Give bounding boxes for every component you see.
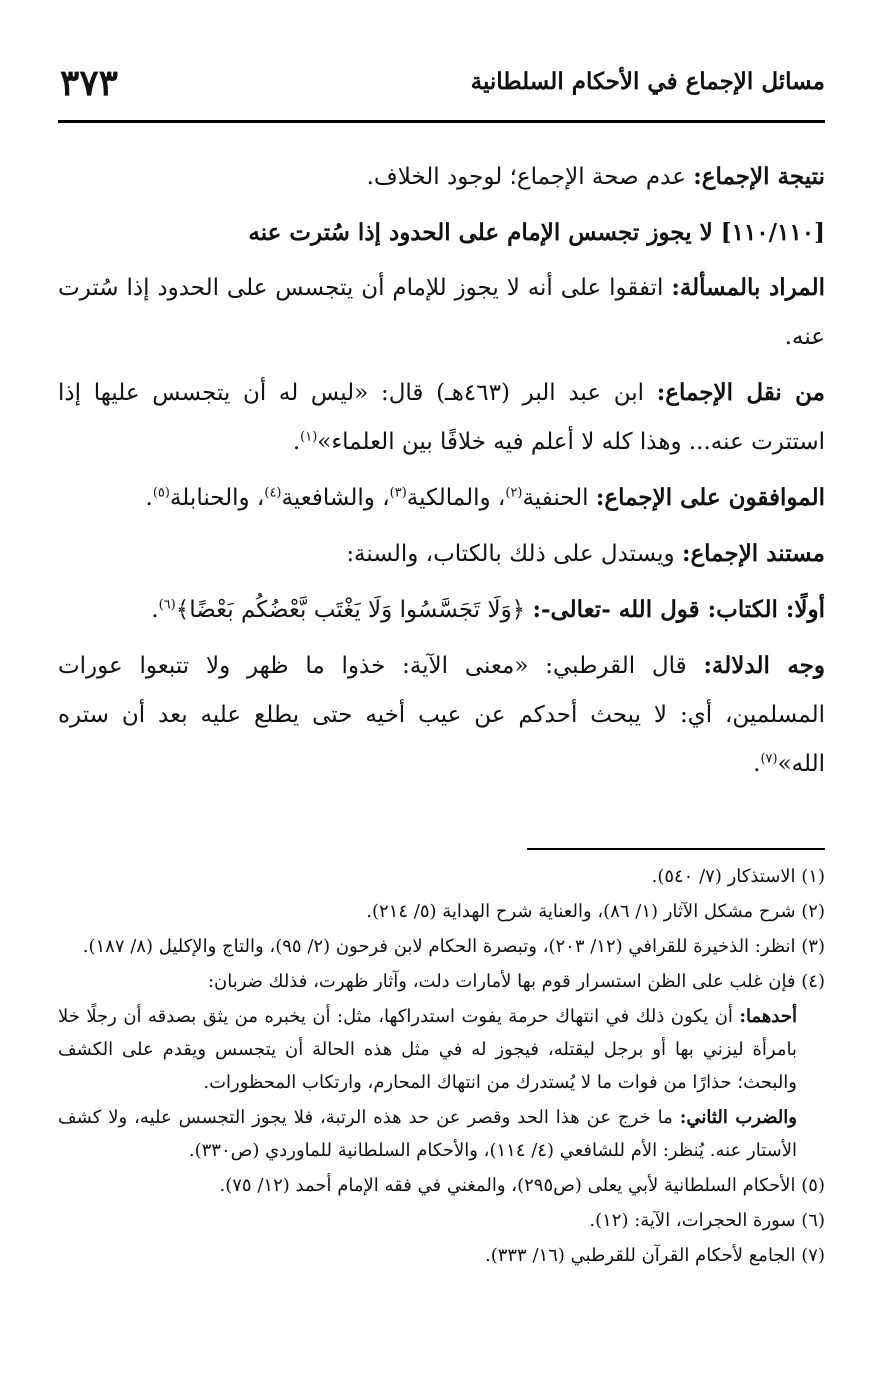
transmit-paragraph: من نقل الإجماع: ابن عبد البر (٤٦٣هـ) قال: «ليس له أن يتجسس عليها إذا استترت عنه... وهذا كله لا أعلم فيه خلافًا بين العلماء»$^{(١)}$. bbox=[58, 379, 825, 455]
footnote-ref[interactable]: (٦) bbox=[158, 597, 176, 613]
meaning-paragraph: المراد بالمسألة: اتفقوا على أنه لا يجوز للإمام أن يتجسس على الحدود إذا سُترت عنه. bbox=[58, 274, 825, 350]
footnote-1: (١) الاستذكار (٧/ ٥٤٠). bbox=[651, 866, 825, 887]
header-rule bbox=[58, 120, 825, 123]
footnote-ref[interactable]: (٤) bbox=[264, 485, 282, 501]
footnote-ref[interactable]: (٢) bbox=[505, 485, 523, 501]
footnote-ref[interactable]: (١) bbox=[300, 429, 318, 445]
issue-heading: [١١٠/١١٠] لا يجوز تجسس الإمام على الحدود إذا سُترت عنه bbox=[248, 219, 825, 246]
footnote-2: (٢) شرح مشكل الآثار (١/ ٨٦)، والعناية شرح الهداية (٥/ ٢١٤). bbox=[366, 901, 825, 922]
footnote-6: (٦) سورة الحجرات، الآية: (١٢). bbox=[589, 1210, 825, 1231]
basis-paragraph: مستند الإجماع: ويستدل على ذلك بالكتاب، والسنة: bbox=[346, 540, 825, 567]
evidence-paragraph: وجه الدلالة: قال القرطبي: «معنى الآية: خذوا ما ظهر ولا تتبعوا عورات المسلمين، أي: لا يبحث أحدكم عن عيب أخيه حتى يطلع عليه بعد أن ستره الله»$^{(٧)}$. bbox=[58, 652, 825, 777]
footnote-3: (٣) انظر: الذخيرة للقرافي (١٢/ ٢٠٣)، وتبصرة الحكام لابن فرحون (٢/ ٩٥)، والتاج والإكليل (٨/ ١٨٧). bbox=[82, 936, 825, 957]
footnote-ref[interactable]: (٧) bbox=[760, 751, 778, 767]
result-paragraph: نتيجة الإجماع: عدم صحة الإجماع؛ لوجود الخلاف. bbox=[366, 163, 825, 190]
book-page bbox=[58, 60, 825, 1380]
footnote-4: (٤) فإن غلب على الظن استسرار قوم بها لأمارات دلت، وآثار ظهرت، فذلك ضربان: bbox=[207, 971, 825, 992]
main-text bbox=[58, 152, 825, 795]
footnotes bbox=[58, 860, 825, 1274]
footnote-4-second: والضرب الثاني: ما خرج عن هذا الحد وقصر عن حد هذه الرتبة، فلا يجوز التجسس عليه، ولا كشف الأستار عنه. يُنظر: الأم للشافعي (٤/ ١١٤)، والأحكام السلطانية للماوردي (ص٣٣٠). bbox=[58, 1107, 797, 1161]
footnote-5: (٥) الأحكام السلطانية لأبي يعلى (ص٢٩٥)، والمغني في فقه الإمام أحمد (١٢/ ٧٥). bbox=[219, 1175, 825, 1196]
quran-paragraph: أولًا: الكتاب: قول الله -تعالى-: ﴿وَلَا تَجَسَّسُوا وَلَا يَغْتَب بَّعْضُكُم بَعْضًا﴾$^{(٦)}$. bbox=[151, 596, 825, 623]
quran-verse: ﴿وَلَا تَجَسَّسُوا وَلَا يَغْتَب بَّعْضُكُم بَعْضًا﴾ bbox=[175, 597, 526, 623]
agree-paragraph: الموافقون على الإجماع: الحنفية$^{(٢)}$، والمالكية$^{(٣)}$، والشافعية$^{(٤)}$، والحنابلة$^{(٥)}$. bbox=[145, 484, 825, 511]
running-header bbox=[58, 60, 825, 118]
footnote-ref[interactable]: (٥) bbox=[152, 485, 170, 501]
page-number: ٣٧٣ bbox=[60, 62, 119, 104]
footnote-4-first: أحدهما: أن يكون ذلك في انتهاك حرمة يفوت استدراكها، مثل: أن يخبره من يثق بصدقه أن رجلًا خلا بامرأة ليزني بها أو برجل ليقتله، فيجوز له في مثل هذه الحالة أن يتجسس ويقدم على الكشف والبحث؛ حذارًا من فوات ما لا يُستدرك من انتهاك المحارم، وارتكاب المحظورات. bbox=[58, 1006, 797, 1093]
running-title: مسائل الإجماع في الأحكام السلطانية bbox=[470, 68, 825, 95]
footnote-7: (٧) الجامع لأحكام القرآن للقرطبي (١٦/ ٣٣٣). bbox=[484, 1245, 825, 1266]
footnote-ref[interactable]: (٣) bbox=[389, 485, 407, 501]
footnote-separator bbox=[527, 848, 825, 850]
